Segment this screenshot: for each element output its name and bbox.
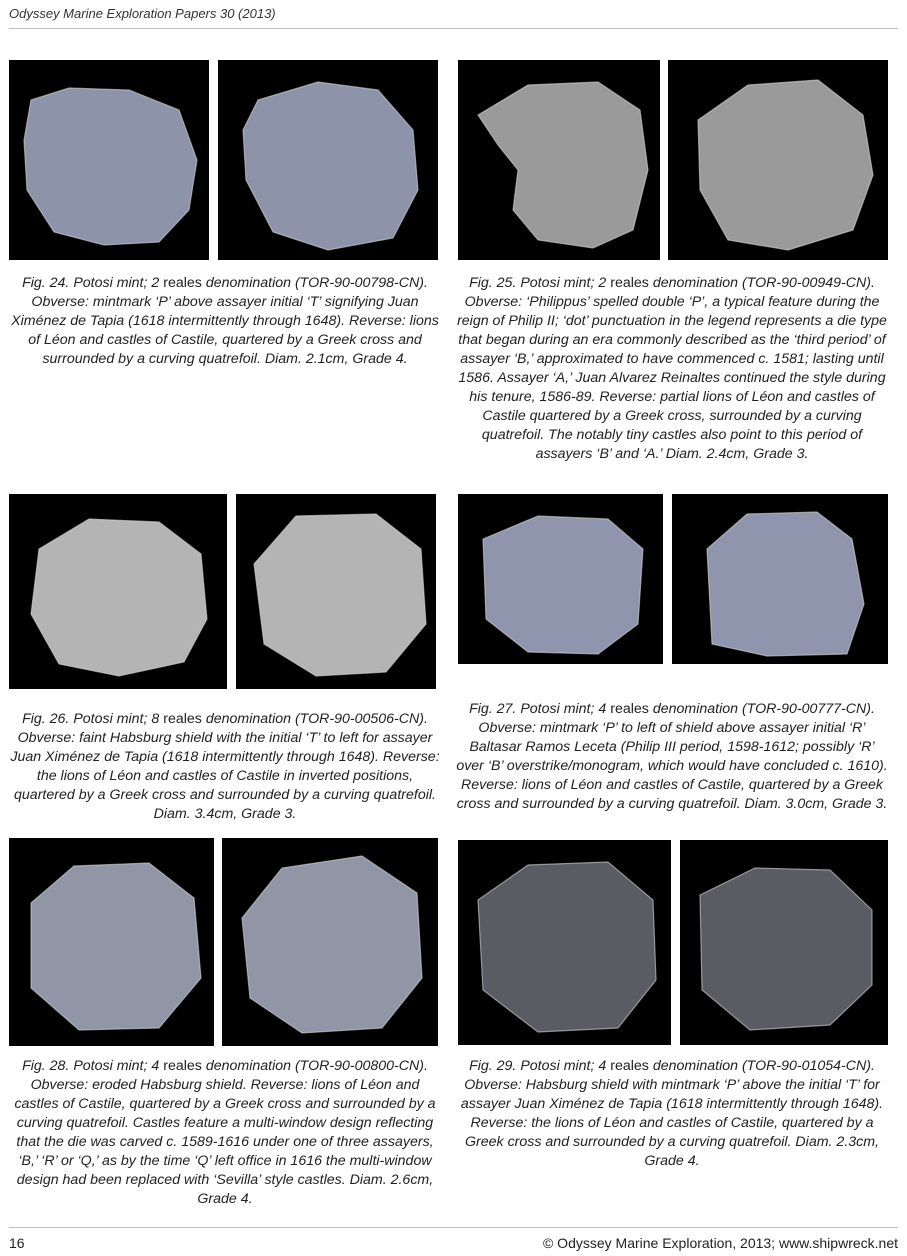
fig24-caption: Fig. 24. Potosi mint; 2 reales denomination (TOR-90-00798-CN). Obverse: mintmark ‘P’ above assayer initial ‘T’ signifying Juan Ximénez de Tapia (1618 intermittently through 1648). Reverse: lions of Léon and castles of Castile, quartered by a Greek cross and surrounded by a curving quatrefoil. Diam. 2.1cm, Grade 4.	[11, 275, 439, 367]
coin-obverse	[24, 88, 197, 245]
coin-reverse	[254, 514, 426, 676]
fig27-obverse-photo	[458, 494, 663, 664]
fig28-caption: Fig. 28. Potosi mint; 4 reales denomination (TOR-90-00800-CN). Obverse: eroded Habsburg shield. Reverse: lions of Léon and castles of Castile, quartered by a Greek cross and surrounded by a curving quatrefoil. Castles feature a multi-window design reflecting that the die was carved c. 1589-1616 under one of three assayers, ‘B,’ ‘R’ or ‘Q,’ as by the time ‘Q’ left office in 1616 the multi-window design had been replaced with ‘Sevilla’ style castles. Diam. 2.6cm, Grade 4.	[14, 1058, 436, 1207]
fig24-reverse-photo	[218, 60, 438, 260]
coin-obverse	[483, 516, 643, 654]
fig25-obverse-photo	[458, 60, 660, 260]
fig26-obverse-photo	[9, 494, 227, 689]
coin-reverse	[700, 868, 872, 1030]
footer-rule	[9, 1227, 898, 1228]
coin-obverse	[478, 82, 648, 248]
fig24-obverse-photo	[9, 60, 209, 260]
fig29-reverse-photo	[680, 840, 888, 1045]
coin-obverse	[31, 863, 201, 1030]
coin-reverse	[707, 512, 864, 656]
header-rule	[9, 28, 898, 29]
running-header: Odyssey Marine Exploration Papers 30 (2013)	[9, 6, 276, 21]
page-number: 16	[9, 1235, 25, 1251]
fig29-caption: Fig. 29. Potosi mint; 4 reales denomination (TOR-90-01054-CN). Obverse: Habsburg shield with mintmark ‘P’ above the initial ‘T’ for assayer Juan Ximénez de Tapia (1618 intermittently through 1648). Reverse: the lions of Léon and castles of Castile, quartered by a Greek cross and surrounded by a curving quatrefoil. Diam. 2.3cm, Grade 4.	[460, 1058, 884, 1169]
fig28-obverse-photo	[9, 838, 214, 1046]
fig28-reverse-photo	[222, 838, 438, 1046]
coin-reverse	[698, 80, 873, 250]
fig25-caption: Fig. 25. Potosi mint; 2 reales denomination (TOR-90-00949-CN). Obverse: ‘Philippus’ spelled double ‘P’, a typical feature during the reign of Philip II; ‘dot’ punctuation in the legend represents a die type that began during an era commonly described as the ‘third period’ of assayer ‘B,’ approximated to have commenced c. 1581; lasting until 1586. Assayer ‘A,’ Juan Alvarez Reinaltes continued the style during his tenure, 1586-89. Reverse: partial lions of Léon and castles of Castile quartered by a Greek cross, surrounded by a curving quatrefoil. The notably tiny castles also point to this period of assayers ‘B’ and ‘A.’ Diam. 2.4cm, Grade 3.	[457, 275, 887, 462]
coin-reverse	[243, 82, 418, 250]
fig26-reverse-photo	[236, 494, 436, 689]
coin-reverse	[242, 856, 422, 1033]
fig27-caption: Fig. 27. Potosi mint; 4 reales denomination (TOR-90-00777-CN). Obverse: mintmark ‘P’ to left of shield above assayer initial ‘R’ Baltasar Ramos Leceta (Philip III period, 1598-1612; possibly ‘R’ over ‘B’ overstrike/monogram, which would have concluded c. 1610). Reverse: lions of Léon and castles of Castile, quartered by a Greek cross and surrounded by a curving quatrefoil. Diam. 3.0cm, Grade 3.	[456, 701, 888, 812]
coin-obverse	[31, 519, 207, 676]
fig29-obverse-photo	[458, 840, 671, 1045]
fig27-reverse-photo	[672, 494, 888, 664]
copyright-notice: © Odyssey Marine Exploration, 2013; www.shipwreck.net	[542, 1235, 898, 1251]
fig26-caption: Fig. 26. Potosi mint; 8 reales denomination (TOR-90-00506-CN). Obverse: faint Habsburg shield with the initial ‘T’ to left for assayer Juan Ximénez de Tapia (1618 intermittently through 1648). Reverse: the lions of Léon and castles of Castile in inverted positions, quartered by a Greek cross and surrounded by a curving quatrefoil. Diam. 3.4cm, Grade 3.	[10, 711, 440, 822]
coin-obverse	[478, 862, 656, 1032]
fig25-reverse-photo	[668, 60, 888, 260]
